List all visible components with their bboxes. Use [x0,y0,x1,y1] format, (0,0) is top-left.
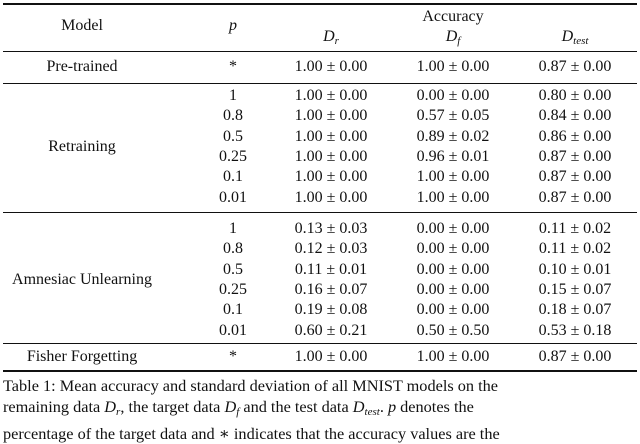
cell-p: 0.01 [219,321,247,339]
cell-df: 0.89 ± 0.02 [416,127,490,145]
cell-p: 0.1 [223,301,243,319]
cell-p: 0.8 [223,107,243,125]
header-dtest-main: D [561,28,574,45]
cell-p: 0.5 [223,260,243,278]
header-model: Model [61,17,103,34]
model-name: Amnesiac Unlearning [12,270,152,288]
header-df-main: D [445,28,458,45]
cell-df: 0.00 ± 0.00 [416,280,490,298]
cell-dtest: 0.84 ± 0.00 [538,107,612,125]
caption-line: percentage of the target data and ∗ indicates that the accuracy values are the [3,424,500,443]
group-rule [3,212,637,213]
cell-df: 0.00 ± 0.00 [416,260,490,278]
cell-p: 0.25 [219,280,247,298]
header-dr [323,29,339,47]
cell-dr: 0.11 ± 0.01 [294,260,368,278]
cell-df: 0.00 ± 0.00 [416,87,490,104]
cell-dr: 1.00 ± 0.00 [294,348,368,365]
caption-line: Table 1: Mean accuracy and standard deviation of all MNIST models on the [3,376,498,395]
cell-dr: 1.00 ± 0.00 [294,87,368,104]
model-name: Pre-trained [46,58,118,75]
model-name: Fisher Forgetting [26,348,138,365]
cell-dtest: 0.18 ± 0.07 [538,301,612,319]
bottom-rule [3,370,637,372]
cell-p: 0.01 [219,188,247,206]
cell-df: 1.00 ± 0.00 [416,168,490,186]
header-p: p [229,17,237,34]
cell-dr: 0.16 ± 0.07 [294,280,368,298]
cell-dtest: 0.10 ± 0.01 [538,260,612,278]
group-rule [3,83,637,84]
cell-dtest: 0.11 ± 0.02 [538,220,612,237]
header-df-sub: f [457,35,461,47]
cell-df: 1.00 ± 0.00 [416,58,490,75]
header-accuracy: Accuracy [422,8,484,25]
header-df [446,29,461,47]
top-rule [3,3,637,5]
cell-df: 0.96 ± 0.01 [416,147,490,165]
cell-dr: 0.13 ± 0.03 [294,220,368,237]
header-dtest [562,29,589,47]
cell-dr: 1.00 ± 0.00 [294,147,368,165]
cell-df: 0.57 ± 0.05 [416,107,490,125]
table-caption [3,375,637,444]
cell-p: * [229,348,237,365]
cell-p: 1 [229,220,237,237]
cell-dr: 0.60 ± 0.21 [294,321,368,339]
cell-dtest: 0.87 ± 0.00 [538,168,612,186]
cell-dtest: 0.80 ± 0.00 [538,87,612,104]
cell-df: 1.00 ± 0.00 [416,348,490,365]
cell-p: * [229,58,237,75]
cell-dr: 1.00 ± 0.00 [294,58,368,75]
cell-dtest: 0.15 ± 0.07 [538,280,612,298]
cell-df: 0.00 ± 0.00 [416,301,490,319]
cell-p: 0.8 [223,240,243,258]
cell-p: 0.5 [223,127,243,145]
cell-dtest: 0.87 ± 0.00 [538,188,612,206]
cell-dr: 1.00 ± 0.00 [294,107,368,125]
cell-df: 0.00 ± 0.00 [416,240,490,258]
cell-dtest: 0.87 ± 0.00 [538,348,612,365]
cell-p: 0.25 [219,147,247,165]
cell-dr: 1.00 ± 0.00 [294,168,368,186]
cell-dtest: 0.87 ± 0.00 [538,147,612,165]
cell-dtest: 0.11 ± 0.02 [538,240,612,258]
cell-p: 0.1 [223,168,243,186]
header-rule [3,51,637,52]
header-dr-main: D [323,28,335,45]
caption-line: remaining data $D_r$, the target data $D_f$ and the test data $D_{test}$. p denotes the [3,397,474,418]
cell-dr: 0.19 ± 0.08 [294,301,368,319]
cell-dtest: 0.53 ± 0.18 [538,321,612,339]
cell-df: 1.00 ± 0.00 [416,188,490,206]
cell-dr: 1.00 ± 0.00 [294,188,368,206]
group-rule [3,343,637,344]
header-dr-sub: r [334,35,339,47]
cell-dr: 1.00 ± 0.00 [294,127,368,145]
cell-dtest: 0.86 ± 0.00 [538,127,612,145]
header-dtest-sub: test [573,35,589,47]
cell-dr: 0.12 ± 0.03 [294,240,368,258]
cell-p: 1 [229,87,237,104]
cell-df: 0.00 ± 0.00 [416,220,490,237]
cell-df: 0.50 ± 0.50 [416,321,490,339]
model-name: Retraining [48,137,116,155]
cell-dtest: 0.87 ± 0.00 [538,58,612,75]
